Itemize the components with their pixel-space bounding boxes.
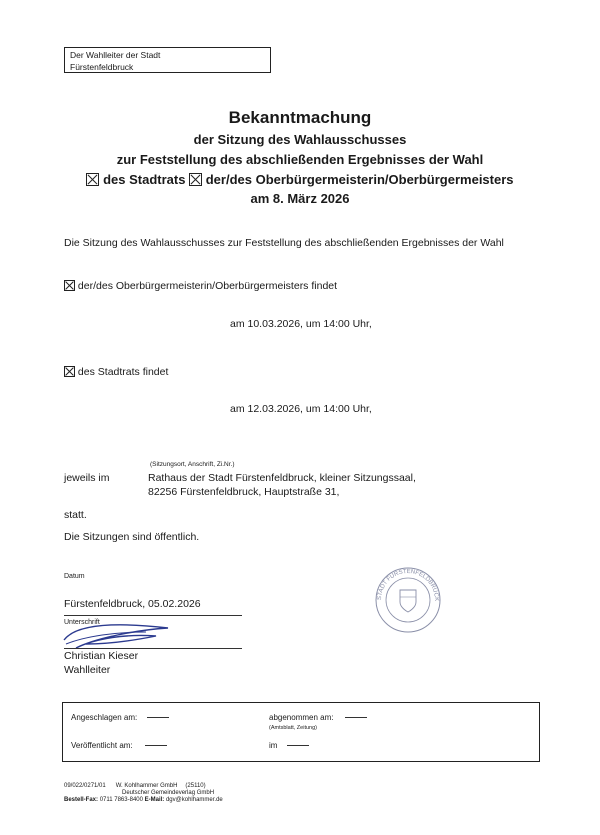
sender-box <box>64 47 271 73</box>
checkbox-stadtrat-heading[interactable] <box>86 173 99 186</box>
sender-line-2: Fürstenfeldbruck <box>70 62 134 72</box>
ob-datetime: am 10.03.2026, um 14:00 Uhr, <box>230 318 372 330</box>
published-label: Veröffentlicht am: <box>71 741 133 750</box>
date-line <box>64 615 242 616</box>
in-row <box>269 741 309 750</box>
posted-blank[interactable] <box>147 717 169 718</box>
seal-text: STADT FÜRSTENFELDBRUCK <box>376 568 440 602</box>
heading-line-2: der Sitzung des Wahlausschusses <box>193 132 407 147</box>
location-line-1: Rathaus der Stadt Fürstenfeldbruck, kleiner Sitzungssaal, <box>148 472 416 484</box>
removed-hint: (Amtsblatt, Zeitung) <box>269 725 317 731</box>
checkbox-ob-heading[interactable] <box>189 173 202 186</box>
date-label: Datum <box>64 573 85 580</box>
date-value: Fürstenfeldbruck, 05.02.2026 <box>64 598 201 610</box>
location-line-2: 82256 Fürstenfeldbruck, Hauptstraße 31, <box>148 486 340 498</box>
form-code: 09/022/0271/01 <box>64 783 106 789</box>
posted-label: Angeschlagen am: <box>71 713 138 722</box>
signer-name: Christian Kieser <box>64 650 139 662</box>
stadtrat-row <box>64 366 168 378</box>
option-stadtrat: des Stadtrats <box>103 172 186 187</box>
in-blank[interactable] <box>287 745 309 746</box>
document-title: Bekanntmachung <box>228 108 372 127</box>
posting-record-box <box>62 702 540 762</box>
statt-text: statt. <box>64 509 87 521</box>
stadtrat-datetime: am 12.03.2026, um 14:00 Uhr, <box>230 403 372 415</box>
removed-label: abgenommen am: <box>269 713 334 722</box>
fax-label: Bestell-Fax: <box>64 797 99 803</box>
published-blank[interactable] <box>145 745 167 746</box>
email-address: dgv@kohlhammer.de <box>165 797 223 803</box>
removed-blank[interactable] <box>345 717 367 718</box>
removed-row <box>269 713 367 722</box>
fax-number: 0711 7863-8400 <box>99 797 143 803</box>
publisher: Deutscher Gemeindeverlag GmbH <box>122 790 215 796</box>
jeweils-label: jeweils im <box>64 472 110 484</box>
checkbox-ob[interactable] <box>64 280 75 291</box>
published-row <box>71 741 167 750</box>
public-text: Die Sitzungen sind öffentlich. <box>64 531 200 543</box>
printer-imprint <box>64 783 223 804</box>
signer-role: Wahlleiter <box>64 664 111 676</box>
printer-number: (25110) <box>185 783 206 789</box>
intro-text: Die Sitzung des Wahlausschusses zur Feststellung des abschließenden Ergebnisses der Wahl <box>64 237 504 249</box>
stadtrat-label: des Stadtrats findet <box>77 366 169 378</box>
heading-line-3: zur Feststellung des abschließenden Ergebnisses der Wahl <box>116 152 484 167</box>
location-hint: (Sitzungsort, Anschrift, Zi.Nr.) <box>150 461 235 468</box>
heading-options <box>0 172 600 187</box>
heading-date: am 8. März 2026 <box>250 191 350 206</box>
signature-line <box>64 648 242 649</box>
ob-label: der/des Oberbürgermeisterin/Oberbürgermeisters findet <box>77 280 338 292</box>
printer-company: W. Kohlhammer GmbH <box>115 783 178 789</box>
option-ob: der/des Oberbürgermeisterin/Oberbürgermeisters <box>205 172 514 187</box>
in-label: im <box>269 741 278 750</box>
signature-label: Unterschrift <box>64 619 100 626</box>
official-seal <box>373 566 443 634</box>
email-label: E-Mail: <box>144 797 165 803</box>
posted-row <box>71 713 169 722</box>
checkbox-stadtrat[interactable] <box>64 366 75 377</box>
sender-line-1: Der Wahlleiter der Stadt <box>70 50 161 60</box>
ob-row <box>64 280 337 292</box>
